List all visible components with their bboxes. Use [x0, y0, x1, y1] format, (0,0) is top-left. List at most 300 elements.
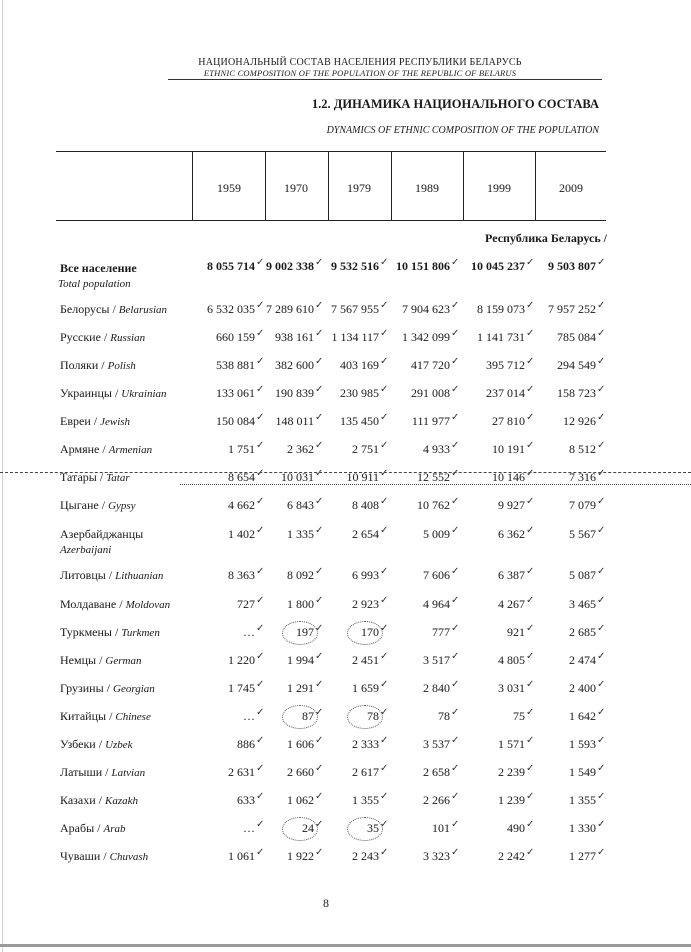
handwritten-check-icon: ✓	[256, 300, 265, 311]
table-cell: 10 762	[417, 498, 450, 512]
table-cell: 135 450	[340, 414, 379, 428]
handwritten-check-icon: ✓	[597, 679, 606, 690]
handwritten-check-icon: ✓	[597, 356, 606, 367]
handwritten-check-icon: ✓	[451, 595, 460, 606]
table-cell: 2 400	[569, 681, 596, 695]
row-label-en: Azerbaijani	[60, 544, 112, 556]
handwritten-check-icon: ✓	[380, 595, 389, 606]
running-title-en: ETHNIC COMPOSITION OF THE POPULATION OF THE REPUBLIC OF BELARUS	[203, 68, 517, 78]
label-separator: /	[103, 681, 114, 695]
table-cell: 5 009	[423, 527, 450, 541]
table-cell: 7 079	[569, 498, 596, 512]
row-label	[60, 625, 160, 640]
handwritten-check-icon: ✓	[315, 525, 324, 536]
row-label-ru: Татары	[60, 470, 97, 484]
table-cell: 10 031	[281, 470, 314, 484]
handwritten-check-icon: ✓	[526, 566, 535, 577]
table-cell: 9 927	[498, 498, 525, 512]
table-cell: 1 745	[228, 681, 255, 695]
table-cell: 1 342 099	[402, 330, 450, 344]
table-cell: 2 451	[352, 653, 379, 667]
row-label	[60, 653, 141, 668]
row-label-en: Jewish	[100, 416, 131, 428]
table-title-en: DYNAMICS OF ETHNIC COMPOSITION OF THE POPULATION	[326, 125, 599, 136]
row-label-ru: Китайцы	[60, 709, 107, 723]
handwritten-check-icon: ✓	[451, 735, 460, 746]
row-label-ru: Цыгане	[60, 498, 99, 512]
table-cell: 490	[507, 821, 525, 835]
table-cell: 633	[237, 793, 255, 807]
handwritten-check-icon: ✓	[597, 847, 606, 858]
handwritten-check-icon: ✓	[380, 257, 389, 268]
label-separator: /	[96, 653, 106, 667]
row-label	[60, 498, 136, 513]
total-value: 10 045 237	[471, 259, 525, 273]
table-cell: 87	[302, 709, 314, 723]
year-header: 1979	[347, 181, 371, 195]
table-cell: 6 532 035	[207, 302, 255, 316]
row-label	[60, 302, 167, 317]
handwritten-check-icon: ✓	[451, 679, 460, 690]
handwritten-check-icon: ✓	[597, 651, 606, 662]
table-cell: 8 363	[228, 568, 255, 582]
row-label-en: Uzbek	[105, 739, 133, 751]
table-cell: …	[243, 821, 255, 835]
table-cell: 10 191	[492, 442, 525, 456]
handwritten-check-icon: ✓	[526, 440, 535, 451]
handwritten-check-icon: ✓	[315, 763, 324, 774]
row-label	[60, 709, 151, 724]
handwritten-check-icon: ✓	[256, 496, 265, 507]
table-cell: 2 660	[287, 765, 314, 779]
row-label-en: Armenian	[108, 444, 153, 456]
table-cell: 395 712	[486, 358, 525, 372]
table-cell: 27 810	[492, 414, 525, 428]
row-label	[60, 358, 136, 373]
handwritten-check-icon: ✓	[597, 468, 606, 479]
pen-circle-mark	[347, 705, 383, 729]
table-title-ru: 1.2. ДИНАМИКА НАЦИОНАЛЬНОГО СОСТАВА	[311, 97, 599, 111]
table-cell: 1 355	[569, 793, 596, 807]
table-cell: 1 642	[569, 709, 596, 723]
table-cell: 133 061	[216, 386, 255, 400]
table-cell: 7 606	[423, 568, 450, 582]
handwritten-check-icon: ✓	[526, 707, 535, 718]
table-cell: 4 267	[498, 597, 525, 611]
table-cell: 1 549	[569, 765, 596, 779]
table-cell: 7 904 623	[402, 302, 450, 316]
table-cell: 660 159	[216, 330, 255, 344]
table-cell: 6 993	[352, 568, 379, 582]
pen-circle-mark	[282, 817, 318, 841]
row-label-ru: Немцы	[60, 653, 97, 667]
row-label	[60, 597, 170, 612]
table-cell: 7 567 955	[331, 302, 379, 316]
row-label-ru: Чуваши	[60, 849, 101, 863]
label-separator: /	[96, 470, 107, 484]
handwritten-check-icon: ✓	[256, 819, 265, 830]
year-header: 1970	[284, 181, 308, 195]
table-cell: 7 957 252	[548, 302, 596, 316]
handwritten-check-icon: ✓	[315, 384, 324, 395]
handwritten-check-icon: ✓	[526, 412, 535, 423]
handwritten-check-icon: ✓	[526, 651, 535, 662]
table-cell: 170	[361, 625, 379, 639]
scan-artifact-line	[180, 484, 691, 486]
table-cell: 3 537	[423, 737, 450, 751]
handwritten-check-icon: ✓	[315, 496, 324, 507]
table-cell: 101	[432, 821, 450, 835]
year-header: 2009	[559, 181, 583, 195]
table-cell: 1 061	[228, 849, 255, 863]
label-separator: /	[90, 414, 101, 428]
table-cell: 1 994	[287, 653, 314, 667]
table-cell: 12 926	[563, 414, 596, 428]
table-cell: 2 751	[352, 442, 379, 456]
table-cell: 2 840	[423, 681, 450, 695]
table-cell: 417 720	[411, 358, 450, 372]
table-cell: 158 723	[557, 386, 596, 400]
table-cell: 12 552	[417, 470, 450, 484]
table-cell: 5 567	[569, 527, 596, 541]
handwritten-check-icon: ✓	[256, 566, 265, 577]
handwritten-check-icon: ✓	[597, 623, 606, 634]
table-cell: 4 964	[423, 597, 450, 611]
handwritten-check-icon: ✓	[315, 356, 324, 367]
year-header: 1959	[217, 181, 241, 195]
handwritten-check-icon: ✓	[256, 356, 265, 367]
table-cell: 886	[237, 737, 255, 751]
handwritten-check-icon: ✓	[526, 356, 535, 367]
handwritten-check-icon: ✓	[597, 412, 606, 423]
handwritten-check-icon: ✓	[315, 651, 324, 662]
table-cell: 2 654	[352, 527, 379, 541]
row-label	[60, 568, 163, 583]
row-label-en: Gypsy	[108, 500, 136, 512]
row-label	[60, 330, 145, 345]
table-cell: 190 839	[275, 386, 314, 400]
handwritten-check-icon: ✓	[451, 707, 460, 718]
handwritten-check-icon: ✓	[256, 679, 265, 690]
row-label-ru: Украинцы	[60, 386, 112, 400]
label-separator: /	[95, 737, 106, 751]
table-cell: 1 141 731	[477, 330, 525, 344]
table-cell: 230 985	[340, 386, 379, 400]
pen-circle-mark	[282, 621, 318, 645]
handwritten-check-icon: ✓	[597, 763, 606, 774]
table-cell: 111 977	[411, 414, 450, 428]
table-cell: 1 220	[228, 653, 255, 667]
table-cell: 2 266	[423, 793, 450, 807]
pen-circle-mark	[282, 705, 318, 729]
total-value: 9 532 516	[331, 259, 379, 273]
row-label-en: Ukrainian	[121, 388, 167, 400]
table-cell: 197	[296, 625, 314, 639]
table-cell: 3 323	[423, 849, 450, 863]
table-cell: 921	[507, 625, 525, 639]
row-label-en: Georgian	[113, 683, 155, 695]
handwritten-check-icon: ✓	[526, 328, 535, 339]
handwritten-check-icon: ✓	[451, 763, 460, 774]
total-value: 9 002 338	[266, 259, 314, 273]
row-label-ru: Арабы	[60, 821, 95, 835]
scan-edge	[2, 0, 3, 952]
handwritten-check-icon: ✓	[597, 300, 606, 311]
table-cell: 6 362	[498, 527, 525, 541]
table-cell: 1 277	[569, 849, 596, 863]
handwritten-check-icon: ✓	[597, 384, 606, 395]
handwritten-check-icon: ✓	[256, 623, 265, 634]
handwritten-check-icon: ✓	[315, 623, 324, 634]
row-label	[60, 681, 155, 696]
label-separator: /	[100, 330, 111, 344]
table-cell: 6 843	[287, 498, 314, 512]
table-cell: 938 161	[275, 330, 314, 344]
pen-circle-mark	[347, 621, 383, 645]
table-cell: 2 239	[498, 765, 525, 779]
row-label-en: Chinese	[115, 711, 151, 723]
handwritten-check-icon: ✓	[597, 525, 606, 536]
label-separator: /	[99, 442, 109, 456]
table-cell: 1 402	[228, 527, 255, 541]
table-cell: 2 333	[352, 737, 379, 751]
table-cell: 8 654	[228, 470, 255, 484]
table-cell: 8 512	[569, 442, 596, 456]
label-separator: /	[98, 498, 109, 512]
row-label	[60, 386, 167, 401]
handwritten-check-icon: ✓	[380, 468, 389, 479]
label-separator: /	[106, 709, 116, 723]
handwritten-check-icon: ✓	[451, 384, 460, 395]
label-separator: /	[102, 765, 112, 779]
table-cell: 1 134 117	[331, 330, 379, 344]
table-cell: 8 092	[287, 568, 314, 582]
section-title: Республика Беларусь /	[485, 231, 607, 245]
handwritten-check-icon: ✓	[526, 847, 535, 858]
handwritten-check-icon: ✓	[597, 566, 606, 577]
running-title-ru: НАЦИОНАЛЬНЫЙ СОСТАВ НАСЕЛЕНИЯ РЕСПУБЛИКИ БЕЛАРУСЬ	[198, 57, 522, 68]
handwritten-check-icon: ✓	[315, 595, 324, 606]
handwritten-check-icon: ✓	[380, 763, 389, 774]
row-label-ru: Литовцы	[60, 568, 106, 582]
table-cell: 150 084	[216, 414, 255, 428]
handwritten-check-icon: ✓	[451, 525, 460, 536]
row-label-ru: Азербайджанцы	[60, 527, 144, 541]
table-header-top-rule	[56, 151, 606, 152]
scan-artifact-line	[0, 472, 691, 474]
row-label-ru: Армяне	[60, 442, 100, 456]
handwritten-check-icon: ✓	[380, 566, 389, 577]
handwritten-check-icon: ✓	[256, 468, 265, 479]
row-label-en: German	[105, 655, 142, 667]
page-number: 8	[323, 896, 329, 910]
handwritten-check-icon: ✓	[380, 791, 389, 802]
table-cell: 294 549	[557, 358, 596, 372]
handwritten-check-icon: ✓	[315, 707, 324, 718]
table-cell: 538 881	[216, 358, 255, 372]
label-separator: /	[116, 597, 126, 611]
handwritten-check-icon: ✓	[315, 819, 324, 830]
row-label-en: Tatar	[106, 472, 130, 484]
handwritten-check-icon: ✓	[380, 679, 389, 690]
label-separator: /	[109, 302, 119, 316]
pen-circle-mark	[347, 817, 383, 841]
handwritten-check-icon: ✓	[380, 707, 389, 718]
handwritten-check-icon: ✓	[380, 496, 389, 507]
table-cell: 75	[513, 709, 525, 723]
handwritten-check-icon: ✓	[451, 328, 460, 339]
table-cell: 2 631	[228, 765, 255, 779]
handwritten-check-icon: ✓	[451, 356, 460, 367]
table-cell: 3 031	[498, 681, 525, 695]
label-separator: /	[95, 793, 106, 807]
table-cell: 403 169	[340, 358, 379, 372]
total-label-ru: Все население	[60, 261, 137, 275]
handwritten-check-icon: ✓	[315, 847, 324, 858]
table-cell: 4 805	[498, 653, 525, 667]
handwritten-check-icon: ✓	[380, 525, 389, 536]
handwritten-check-icon: ✓	[380, 735, 389, 746]
table-cell: 6 387	[498, 568, 525, 582]
handwritten-check-icon: ✓	[256, 707, 265, 718]
row-label	[60, 737, 133, 752]
handwritten-check-icon: ✓	[526, 257, 535, 268]
table-cell: 1 606	[287, 737, 314, 751]
table-cell: 1 751	[228, 442, 255, 456]
table-cell: 7 289 610	[266, 302, 314, 316]
handwritten-check-icon: ✓	[526, 679, 535, 690]
table-cell: …	[243, 709, 255, 723]
handwritten-check-icon: ✓	[315, 440, 324, 451]
handwritten-check-icon: ✓	[256, 525, 265, 536]
row-label-en: Kazakh	[105, 795, 139, 807]
table-cell: 2 617	[352, 765, 379, 779]
handwritten-check-icon: ✓	[315, 735, 324, 746]
handwritten-check-icon: ✓	[315, 791, 324, 802]
handwritten-check-icon: ✓	[526, 384, 535, 395]
table-cell: 4 933	[423, 442, 450, 456]
table-cell: 8 408	[352, 498, 379, 512]
table-cell: 1 335	[287, 527, 314, 541]
table-cell: 78	[438, 709, 450, 723]
handwritten-check-icon: ✓	[256, 595, 265, 606]
row-label-en: Turkmen	[121, 627, 160, 639]
handwritten-check-icon: ✓	[526, 623, 535, 634]
table-cell: 4 662	[228, 498, 255, 512]
table-header-bottom-rule	[56, 220, 606, 221]
total-label-en: Total population	[58, 278, 131, 290]
table-cell: 2 474	[569, 653, 596, 667]
handwritten-check-icon: ✓	[380, 440, 389, 451]
table-cell: 1 062	[287, 793, 314, 807]
handwritten-check-icon: ✓	[315, 257, 324, 268]
table-cell: 777	[432, 625, 450, 639]
handwritten-check-icon: ✓	[256, 791, 265, 802]
row-label-en: Belarusian	[118, 304, 168, 316]
handwritten-check-icon: ✓	[451, 257, 460, 268]
handwritten-check-icon: ✓	[597, 328, 606, 339]
handwritten-check-icon: ✓	[526, 468, 535, 479]
handwritten-check-icon: ✓	[597, 707, 606, 718]
row-label-ru: Грузины	[60, 681, 104, 695]
row-label-ru: Латыши	[60, 765, 103, 779]
row-label-en: Moldovan	[125, 599, 171, 611]
handwritten-check-icon: ✓	[526, 525, 535, 536]
row-label-ru: Белорусы	[60, 302, 110, 316]
table-cell: 1 593	[569, 737, 596, 751]
scan-bottom-edge	[0, 944, 691, 947]
handwritten-check-icon: ✓	[597, 791, 606, 802]
handwritten-check-icon: ✓	[597, 257, 606, 268]
running-title-rule	[168, 79, 602, 80]
handwritten-check-icon: ✓	[451, 468, 460, 479]
year-header: 1999	[487, 181, 511, 195]
table-cell: 3 517	[423, 653, 450, 667]
table-cell: 1 330	[569, 821, 596, 835]
label-separator: /	[105, 568, 116, 582]
handwritten-check-icon: ✓	[380, 384, 389, 395]
handwritten-check-icon: ✓	[597, 819, 606, 830]
row-label-en: Russian	[110, 332, 146, 344]
table-cell: 148 011	[275, 414, 314, 428]
table-cell: 1 239	[498, 793, 525, 807]
handwritten-check-icon: ✓	[526, 791, 535, 802]
handwritten-check-icon: ✓	[451, 847, 460, 858]
row-label-en: Lithuanian	[115, 570, 164, 582]
table-cell: 785 084	[557, 330, 596, 344]
row-label	[60, 442, 152, 457]
table-cell: 3 465	[569, 597, 596, 611]
handwritten-check-icon: ✓	[526, 763, 535, 774]
total-value: 8 055 714	[207, 259, 255, 273]
table-cell: 727	[237, 597, 255, 611]
handwritten-check-icon: ✓	[380, 328, 389, 339]
handwritten-check-icon: ✓	[597, 735, 606, 746]
table-cell: 35	[367, 821, 379, 835]
handwritten-check-icon: ✓	[380, 412, 389, 423]
table-cell: 2 685	[569, 625, 596, 639]
label-separator: /	[98, 358, 108, 372]
handwritten-check-icon: ✓	[256, 257, 265, 268]
handwritten-check-icon: ✓	[315, 328, 324, 339]
row-label-en: Chuvash	[109, 851, 149, 863]
row-label-ru: Казахи	[60, 793, 96, 807]
handwritten-check-icon: ✓	[380, 356, 389, 367]
handwritten-check-icon: ✓	[256, 412, 265, 423]
year-header: 1989	[415, 181, 439, 195]
table-cell: 7 316	[569, 470, 596, 484]
table-cell: 5 087	[569, 568, 596, 582]
row-label	[60, 765, 145, 780]
table-cell: 2 658	[423, 765, 450, 779]
table-cell: 10 146	[492, 470, 525, 484]
row-label-en: Latvian	[111, 767, 146, 779]
table-cell: …	[243, 625, 255, 639]
row-label	[60, 849, 148, 864]
handwritten-check-icon: ✓	[451, 300, 460, 311]
row-label	[60, 793, 138, 808]
handwritten-check-icon: ✓	[451, 623, 460, 634]
handwritten-check-icon: ✓	[315, 300, 324, 311]
total-value: 9 503 807	[548, 259, 596, 273]
table-cell: 24	[302, 821, 314, 835]
handwritten-check-icon: ✓	[315, 468, 324, 479]
label-separator: /	[111, 386, 122, 400]
handwritten-check-icon: ✓	[256, 651, 265, 662]
label-separator: /	[111, 625, 122, 639]
handwritten-check-icon: ✓	[451, 496, 460, 507]
table-cell: 2 243	[352, 849, 379, 863]
